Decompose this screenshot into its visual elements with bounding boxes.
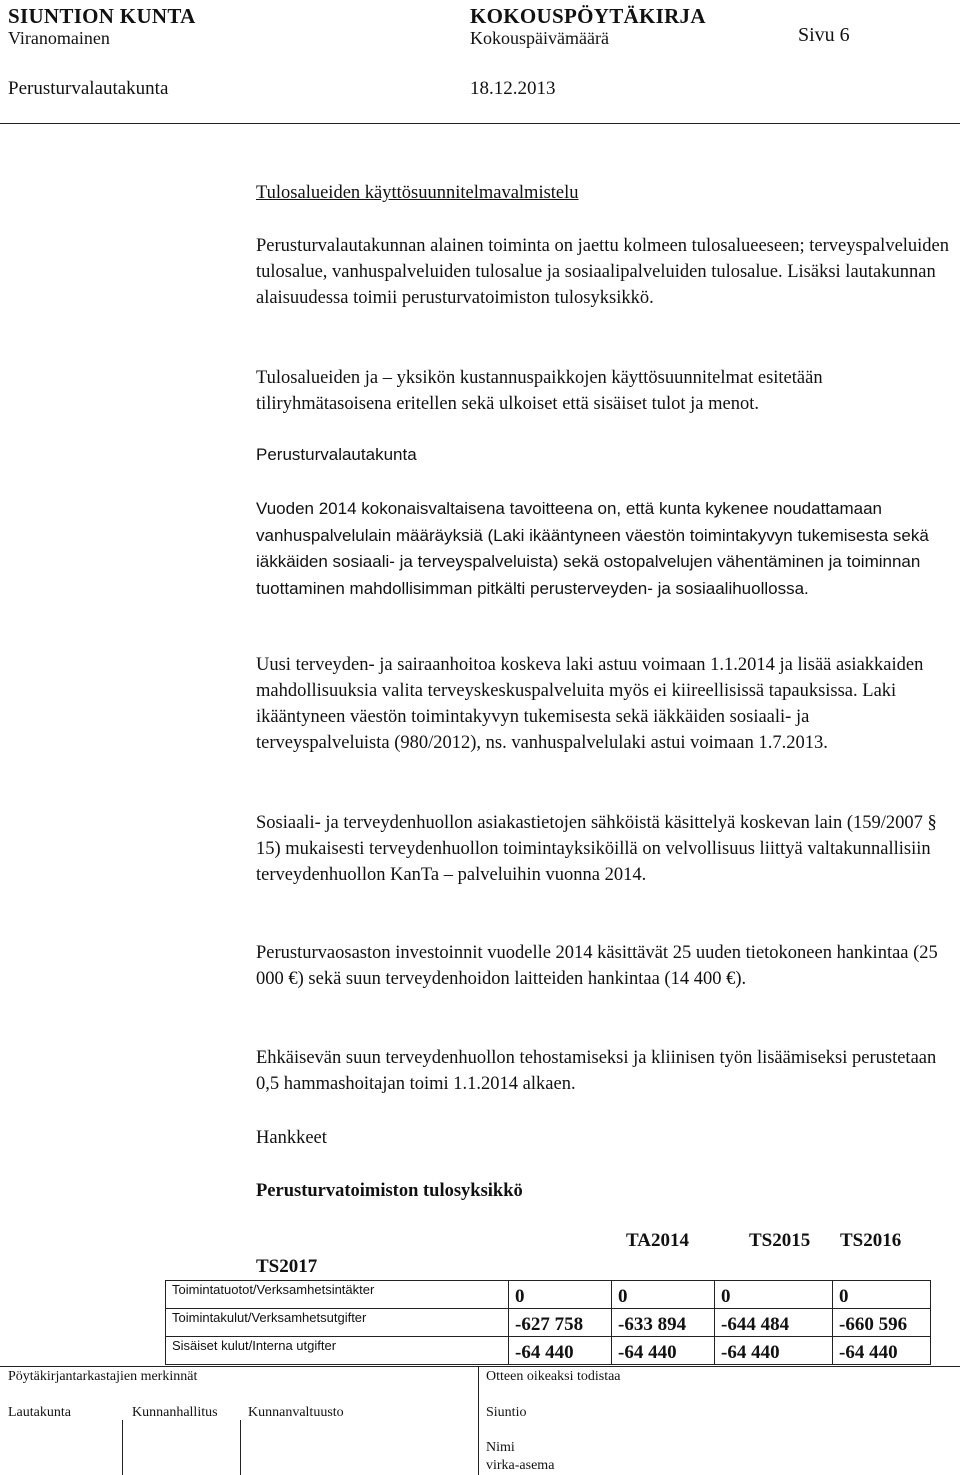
- row-label: Toimintatuotot/Verksamhetsintäkter: [166, 1281, 509, 1309]
- organization-name: SIUNTION KUNTA: [8, 4, 196, 28]
- table-cell: -627 758: [509, 1309, 612, 1337]
- row-label: Sisäiset kulut/Interna utgifter: [166, 1337, 509, 1365]
- col-header-ts2017: TS2017: [256, 1256, 318, 1277]
- section-heading: Tulosalueiden käyttösuunnitelmavalmistelu: [256, 183, 579, 203]
- initials-label: Pöytäkirjantarkastajien merkinnät: [8, 1369, 198, 1384]
- paragraph-7: Ehkäisevän suun terveydenhuollon tehostamiseksi ja kliinisen työn lisäämiseksi perustetaan 0,5 hammashoitajan toimi 1.1.2014 alkaen.: [256, 1048, 937, 1094]
- board-label: Lautakunta: [8, 1405, 71, 1420]
- paragraph-6: Perusturvaosaston investoinnit vuodelle 2014 käsittävät 25 uuden tietokoneen hankintaa (25 000 €) sekä suun terveydenhoidon laitteiden hankintaa (14 400 €).: [256, 943, 938, 989]
- footer-column-line: [240, 1420, 241, 1475]
- table-cell: 0: [715, 1281, 833, 1309]
- name-label: Nimi: [486, 1440, 515, 1455]
- table-cell: -644 484: [715, 1309, 833, 1337]
- unit-heading: Perusturvatoimiston tulosyksikkö: [256, 1181, 523, 1201]
- paragraph-3: Vuoden 2014 kokonaisvaltaisena tavoitteena on, että kunta kykenee noudattamaan vanhuspalvelulain määräyksiä (Laki ikääntyneen väestön toimintakyvyn tukemisesta sekä iäkkäiden sosiaali- ja terveyspalveluista) sekä ostopalvelujen vähentäminen ja toiminnan tuottaminen mahdollisimman pitkälti perusterveyden- ja sosiaalihuollossa.: [256, 499, 929, 598]
- meeting-date-label: Kokouspäivämäärä: [470, 28, 609, 48]
- table-cell: -64 440: [509, 1337, 612, 1365]
- subheading-perusturvalautakunta: Perusturvalautakunta: [256, 445, 417, 464]
- position-label: virka-asema: [486, 1458, 555, 1473]
- table-cell: 0: [612, 1281, 715, 1309]
- table-cell: -64 440: [715, 1337, 833, 1365]
- municipal-board-label: Kunnanhallitus: [132, 1405, 218, 1420]
- certified-label: Otteen oikeaksi todistaa: [486, 1369, 621, 1384]
- col-header-ts2016: TS2016: [840, 1230, 902, 1251]
- header-divider: [0, 123, 960, 124]
- row-label: Toimintakulut/Verksamhetsutgifter: [166, 1309, 509, 1337]
- table-cell: 0: [833, 1281, 931, 1309]
- table-cell: -660 596: [833, 1309, 931, 1337]
- page-number: Sivu 6: [798, 24, 850, 46]
- footer-separator: [478, 1366, 479, 1475]
- table-cell: 0: [509, 1281, 612, 1309]
- projects-label: Hankkeet: [256, 1128, 327, 1148]
- paragraph-4: Uusi terveyden- ja sairaanhoitoa koskeva laki astuu voimaan 1.1.2014 ja lisää asiakkaiden mahdollisuuksia valita terveyskeskuspalveluita myös ei kiireellisissä tapauksissa. Laki ikääntyneen väestön toimintakyvyn tukemisesta sekä iäkkäiden sosiaali- ja terveyspalveluista (980/2012), ns. vanhuspalvelulaki astui voimaan 1.7.2013.: [256, 655, 924, 753]
- paragraph-5: Sosiaali- ja terveydenhuollon asiakastietojen sähköistä käsittelyä koskevan lain (159/2007 § 15) mukaisesti terveydenhuollon toimintayksiköillä on velvollisuus liittyä valtakunnallisiin terveydenhuollon KanTa – palveluihin vuonna 2014.: [256, 813, 937, 885]
- table-row: [166, 1281, 931, 1309]
- table-row: [166, 1309, 931, 1337]
- table-cell: -64 440: [833, 1337, 931, 1365]
- authority-label: Viranomainen: [8, 28, 110, 48]
- table-cell: -633 894: [612, 1309, 715, 1337]
- meeting-date: 18.12.2013: [470, 78, 556, 99]
- table-row: [166, 1337, 931, 1365]
- table-cell: -64 440: [612, 1337, 715, 1365]
- col-header-ts2015: TS2015: [749, 1230, 811, 1251]
- footer-column-line: [122, 1420, 123, 1475]
- footer-divider: [0, 1366, 960, 1367]
- paragraph-1: Perusturvalautakunnan alainen toiminta on jaettu kolmeen tulosalueeseen; terveyspalveluiden tulosalue, vanhuspalveluiden tulosalue ja sosiaalipalveluiden tulosalue. Lisäksi lautakunnan alaisuudessa toimii perusturvatoimiston tulosyksikkö.: [256, 236, 950, 308]
- budget-table: [165, 1280, 931, 1365]
- col-header-ta2014: TA2014: [626, 1230, 689, 1251]
- authority-name: Perusturvalautakunta: [8, 78, 169, 99]
- document-type: KOKOUSPÖYTÄKIRJA: [470, 4, 706, 28]
- place-label: Siuntio: [486, 1405, 527, 1420]
- paragraph-2: Tulosalueiden ja – yksikön kustannuspaikkojen käyttösuunnitelmat esitetään tiliryhmätasoisena eritellen sekä ulkoiset että sisäiset tulot ja menot.: [256, 368, 823, 414]
- council-label: Kunnanvaltuusto: [248, 1405, 344, 1420]
